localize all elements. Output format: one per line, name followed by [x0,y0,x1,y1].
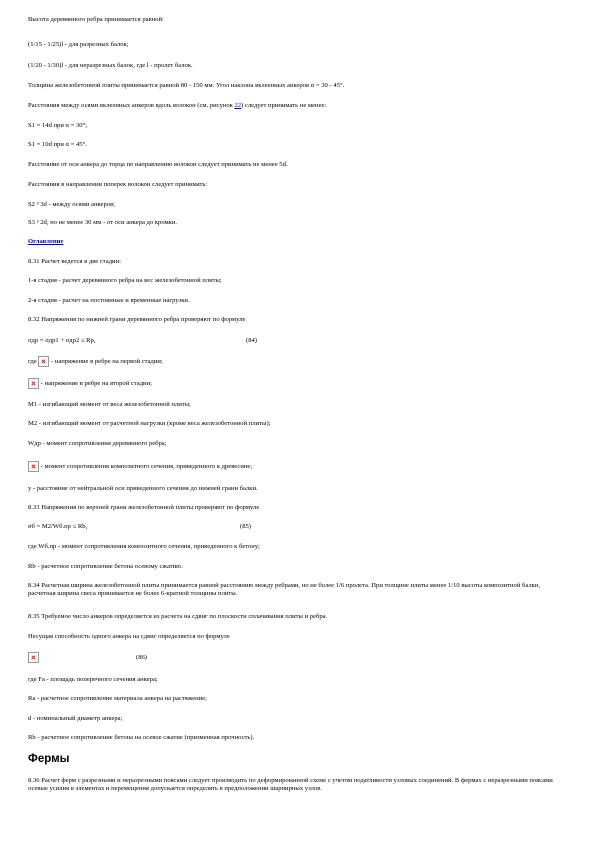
paragraph: Ra - расчетное сопротивление материала анкера на растяжение; [28,695,207,702]
broken-image-icon [28,461,39,472]
formula-line [28,523,568,531]
paragraph: где Wб.пр - момент сопротивления композитного сечения, приведенного к бетону; [28,543,260,550]
equation-number: (85) [240,523,251,530]
section-heading: Фермы [28,753,70,765]
paragraph: Расстояние от оси анкера до торца по направлению волокон следует принимать не менее 5d. [28,161,288,168]
formula-line: S1 = 10d при α = 45°. [28,141,87,148]
paragraph: 8.35 Требуемое число анкеров определяется из расчета на сдвиг по плоскости сплачивания плиты и ребра. [28,613,328,620]
formula-text: σб = M2/Wб.пр ≤ Rb, [28,523,88,530]
figure-link[interactable]: 22 [234,102,242,109]
paragraph [28,356,568,367]
paragraph: 1-я стадия - расчет деревянного ребра на вес железобетонной плиты; [28,277,222,284]
toc-line [28,238,568,246]
formula-line [28,337,568,345]
paragraph: 8.34 Расчетная ширина железобетонной плиты принимается равной расстоянию между ребрами, но не более 1/6 пролета. При толщине плиты менее 1/10 высоты композитной балки, расчетная ширина свеса принимается не более 6-кратной толщины плиты. [28,582,541,598]
paragraph: M1 - изгибающий момент от веса железобетонной плиты; [28,401,191,408]
equation-number: (84) [246,337,257,344]
equation-number: (86) [136,654,147,661]
paragraph: 2-я стадия - расчет на постоянные и временные нагрузки. [28,297,190,304]
paragraph: Высота деревянного ребра принимается равной: [28,16,164,23]
paragraph-text: - момент сопротивления композитного сечения, приведенного к древесине; [40,463,253,471]
paragraph: M2 - изгибающий момент от расчетной нагрузки (кроме веса железобетонной плиты); [28,420,271,427]
paragraph: 8.33 Напряжения по верхней грани железобетонной плиты проверяют по формуле [28,504,260,511]
paragraph: Wдр - момент сопротивления деревянного ребра; [28,440,167,447]
paragraph: Расстояния в направлении поперек волокон следует принимать: [28,181,208,188]
paragraph: 8.31 Расчет ведется в две стадии: [28,258,121,265]
paragraph: у - расстояние от нейтральной оси приведенного сечения до нижней грани балки. [28,485,258,492]
paragraph-text: ) следует принимать не менее: [241,102,327,109]
formula-line: S3 ³ 2d, но не менее 30 мм - от оси анкера до кромки. [28,219,178,226]
paragraph: Несущая способность одного анкера на сдвиг определяется по формуле [28,633,230,640]
paragraph-text: где [28,358,37,366]
formula-line: S2 ³ 3d - между осями анкеров; [28,201,116,208]
broken-image-icon [28,652,39,663]
paragraph: Rb - расчетное сопротивление бетона осевому сжатию. [28,563,183,570]
paragraph: Толщина железобетонной плиты принимается равной 80 - 150 мм. Угол наклона вклеенных анкеров α = 30 - 45°. [28,82,345,89]
paragraph: (1/20 - 1/30)l - для неразрезных балок, где l - пролет балок. [28,62,193,69]
formula-text: σдр = σдр1 + σдр2 ≤ Rр, [28,337,96,344]
paragraph: где Fa - площадь поперечного сечения анкера; [28,676,158,683]
paragraph [28,102,568,110]
formula-line: S1 = 14d при α = 30°; [28,122,88,129]
paragraph-text: - напряжение в ребре на первой стадии; [50,358,163,366]
paragraph: Rb - расчетное сопротивление бетона на осевое сжатие (призменная прочность). [28,734,255,741]
paragraph: 8.36 Расчет ферм с разрезными и неразрезными поясами следует производить по деформированной схеме с учетом податливости узловых соединений. В фермах с неразрезными поясами осевые усилия в элементах и перемещения допускается определять в предположении шарнирных узлов. [28,777,553,793]
paragraph-text: - напряжение в ребре на второй стадии; [40,380,152,388]
table-of-contents-link[interactable]: Оглавление [28,238,64,245]
broken-image-icon [28,378,39,389]
paragraph: 8.32 Напряжения по нижней грани деревянного ребра проверяют по формуле [28,316,246,323]
broken-image-icon [38,356,49,367]
paragraph: d - номинальный диаметр анкера; [28,715,123,722]
paragraph: (1/15 - 1/25)l - для разрезных балок; [28,41,129,48]
paragraph [28,461,568,472]
paragraph-text: Расстояния между осями вклеенных анкеров вдоль волокон (см. рисунок [28,102,235,109]
paragraph [28,378,568,389]
formula-line [28,652,568,663]
